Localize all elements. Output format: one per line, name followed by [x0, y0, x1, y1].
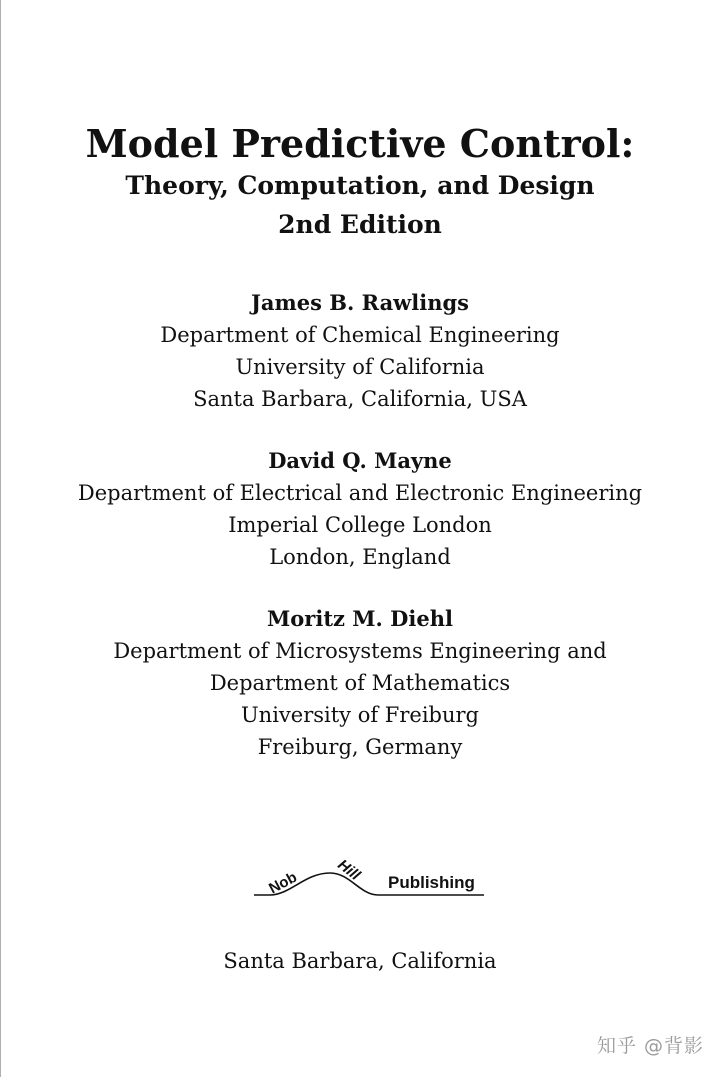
publisher-logo — [250, 855, 490, 903]
publisher-city: Santa Barbara, California — [223, 949, 497, 973]
author-affiliation-line: University of California — [235, 355, 485, 379]
author-affiliation-line: Department of Microsystems Engineering and — [113, 639, 607, 663]
author-name: James B. Rawlings — [251, 290, 469, 315]
author-affiliation-line: University of Freiburg — [240, 703, 480, 727]
author-affiliation-line: Department of Electrical and Electronic Engineering — [77, 481, 643, 505]
book-title: Model Predictive Control: — [85, 121, 635, 166]
author-block-diehl — [0, 603, 720, 763]
publisher-word-hill: Hill — [334, 856, 364, 885]
author-affiliation-line: Department of Mathematics — [209, 671, 511, 695]
author-affiliation-line: Santa Barbara, California, USA — [193, 387, 527, 411]
publisher-name: Publishing — [388, 873, 475, 892]
author-affiliation-line: Freiburg, Germany — [257, 735, 463, 759]
author-name: David Q. Mayne — [268, 448, 452, 473]
author-name: Moritz M. Diehl — [267, 606, 453, 631]
author-block-mayne — [0, 445, 720, 573]
watermark: 知乎 @背影 — [596, 1035, 704, 1057]
book-edition: 2nd Edition — [278, 210, 442, 239]
author-affiliation-line: London, England — [269, 545, 451, 569]
author-affiliation-line: Imperial College London — [228, 513, 492, 537]
book-subtitle: Theory, Computation, and Design — [125, 171, 595, 200]
author-block-rawlings — [0, 287, 720, 415]
publisher-word-nob: Nob — [266, 868, 300, 898]
author-affiliation-line: Department of Chemical Engineering — [160, 323, 560, 347]
